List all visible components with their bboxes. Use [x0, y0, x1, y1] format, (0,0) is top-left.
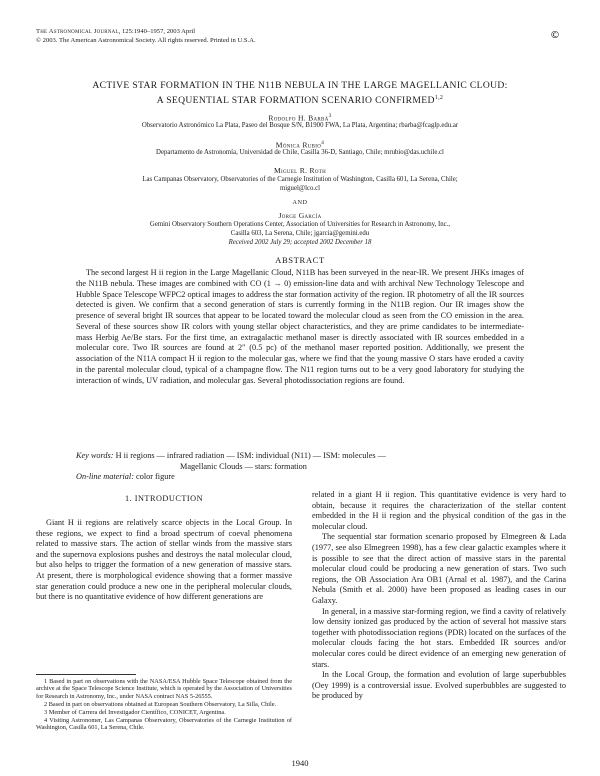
copyright-mark-icon: ©	[550, 30, 560, 41]
title-line-2: A SEQUENTIAL STAR FORMATION SCENARIO CONFIRMED	[156, 95, 435, 107]
paragraph: In the Local Group, the formation and evolution of large superbubbles (Oey 1999) is a controversial issue. Evolved superbubbles are suggested to be produced by	[312, 670, 566, 701]
online-material-value: color figure	[136, 472, 175, 481]
author-3-affiliation: Las Campanas Observatory, Observatories of the Carnegie Institution of Washington, Casilla 601, La Serena, Chile;	[142, 176, 458, 183]
author-name: Jorge García	[278, 211, 322, 220]
paragraph: related in a giant H ii region. This quantitative evidence is very hard to obtain, because it requires the characterization of the stellar content embedded in the H ii region and the physical condition of the gas in the molecular cloud.	[312, 490, 566, 531]
paragraph: In general, in a massive star-forming region, we find a cavity of relatively low density ionized gas produced by the action of several hot massive stars together with photodissociation regions (PDR) located on the surfaces of the molecular clouds facing the hot stars. Embedded IR sources and/or molecular cores could be direct evidence of an emerging new generation of stars.	[312, 606, 566, 669]
footnote-2: 2 Based in part on observations obtained at European Southern Observatory, La Silla, Chile.	[44, 700, 277, 708]
journal-citation: , 125:1940–1957, 2003 April	[118, 28, 196, 35]
author-sup: 3	[328, 113, 332, 119]
author-4-affiliation-email: Casilla 603, La Serena, Chile; jgarcia@gemini.edu	[230, 230, 370, 237]
paragraph: The sequential star formation scenario proposed by Elmegreen & Lada (1977, see also Elmegreen 1998), has a few clear galactic examples where it is possible to see that the direct action of massive stars in the parental molecular cloud could be producing a new generation of stars. Two such regions, the OB Association Ara OB1 (Arnal et al. 1987), and the Carina Nebula (Smith et al. 2000) have been proposed as leading cases in our Galaxy.	[312, 532, 566, 605]
author-name: Miguel R. Roth	[273, 166, 327, 175]
paper-title	[60, 80, 540, 107]
page-number: 1940	[291, 758, 309, 768]
author-3-affiliation-email: miguel@lco.cl	[279, 185, 321, 192]
title-line-1: ACTIVE STAR FORMATION IN THE N11B NEBULA IN THE LARGE MAGELLANIC CLOUD:	[92, 80, 508, 91]
author-name: Rodolfo H. Barbá	[268, 113, 329, 123]
keywords	[76, 451, 524, 472]
title-footnote-mark: 1,2	[434, 95, 444, 101]
footnote-divider	[36, 674, 136, 675]
abstract-heading: ABSTRACT	[275, 255, 325, 265]
footnotes	[36, 678, 292, 732]
section-heading-introduction: 1. INTRODUCTION	[124, 494, 204, 503]
left-column	[36, 518, 292, 603]
journal-name: The Astronomical Journal	[36, 28, 119, 35]
author-name: Mónica Rubio	[275, 140, 322, 150]
author-4-affiliation: Gemini Observatory Southern Operations Center, Association of Universities for Research in Astronomy, Inc.,	[149, 221, 451, 228]
keywords-line-2: Magellanic Clouds — stars: formation	[180, 461, 307, 471]
keywords-label: Key words:	[76, 451, 114, 460]
keywords-line-1: H ii regions — infrared radiation — ISM: individual (N11) — ISM: molecules —	[115, 451, 386, 460]
footnote-4: 4 Visiting Astronomer, Las Campanas Observatory, Observatories of the Carnegie Institution of Washington, Casilla 601, La Serena, Chile.	[36, 716, 292, 731]
author-4	[40, 211, 560, 220]
abstract-text: The second largest H ii region in the Large Magellanic Cloud, N11B has been surveyed in the near-IR. We present JHKs images of the N11B nebula. These images are combined with CO (1 → 0) emission-line data and with archival New Technology Telescope and Hubble Space Telescope WFPC2 optical images to address the star formation activity of the region. IR photometry of all the IR sources detected is given. We confirm that a second generation of stars is currently forming in the N11B region. Our IR images show the presence of several bright IR sources that appear to be located toward the molecular cloud as seen from the CO emission in the area. Several of these sources show IR colors with young stellar object characteristics, and they are prime candidates to be intermediate-mass Herbig Ae/Be stars. For the first time, an extragalactic methanol maser is directly associated with IR sources embedded in a molecular core. Two IR sources are found at 2″ (0.5 pc) of the methanol maser reported position. Additionally, we present the association of the N11A compact H ii region to the molecular gas, where we find that the young massive O stars have eroded a cavity in the parental molecular cloud, typical of a champagne flow. The N11 region turns out to be a very good laboratory for studying the interaction of winds, UV radiation, and molecular gas. Several photodissociation regions are found.	[76, 268, 524, 385]
author-1-affiliation: Observatorio Astronómico La Plata, Paseo del Bosque S/N, B1900 FWA, La Plata, Argentina; rbarba@fcaglp.edu.ar	[141, 122, 459, 129]
footnote-1: 1 Based in part on observations with the NASA/ESA Hubble Space Telescope obtained from the archive at the Space Telescope Science Institute, which is operated by the Association of Universities for Research in Astronomy, Inc., under NASA contract NAS 5-26555.	[36, 678, 292, 700]
right-column	[312, 490, 566, 702]
author-sup: 4	[321, 140, 325, 146]
and-separator: AND	[292, 199, 308, 206]
online-material	[76, 472, 175, 481]
online-material-label: On-line material:	[76, 472, 134, 481]
author-2-affiliation: Departamento de Astronomía, Universidad de Chile, Casilla 36-D, Santiago, Chile; mrubio@das.uchile.cl	[156, 149, 444, 156]
author-3	[40, 166, 560, 175]
paragraph: Giant H ii regions are relatively scarce objects in the Local Group. In these regions, we expect to find a broad spectrum of coeval phenomena related to massive stars. The action of stellar winds from the massive stars and the supernova explosions pushes and destroys the natal molecular cloud, but also helps to trigger the formation of a new generation of massive stars. At present, there is morphological evidence showing that a former massive star generation could produce a new one in the peripheral molecular clouds, but there is no quantitative evidence of how different generations are	[36, 518, 292, 602]
journal-header	[36, 28, 195, 36]
copyright-line: © 2003. The American Astronomical Society. All rights reserved. Printed in U.S.A.	[36, 37, 256, 44]
received-dates: Received 2002 July 29; accepted 2002 December 18	[228, 239, 372, 246]
footnote-3: 3 Member of Carrera del Investigador Científico, CONICET, Argentina.	[44, 708, 226, 716]
